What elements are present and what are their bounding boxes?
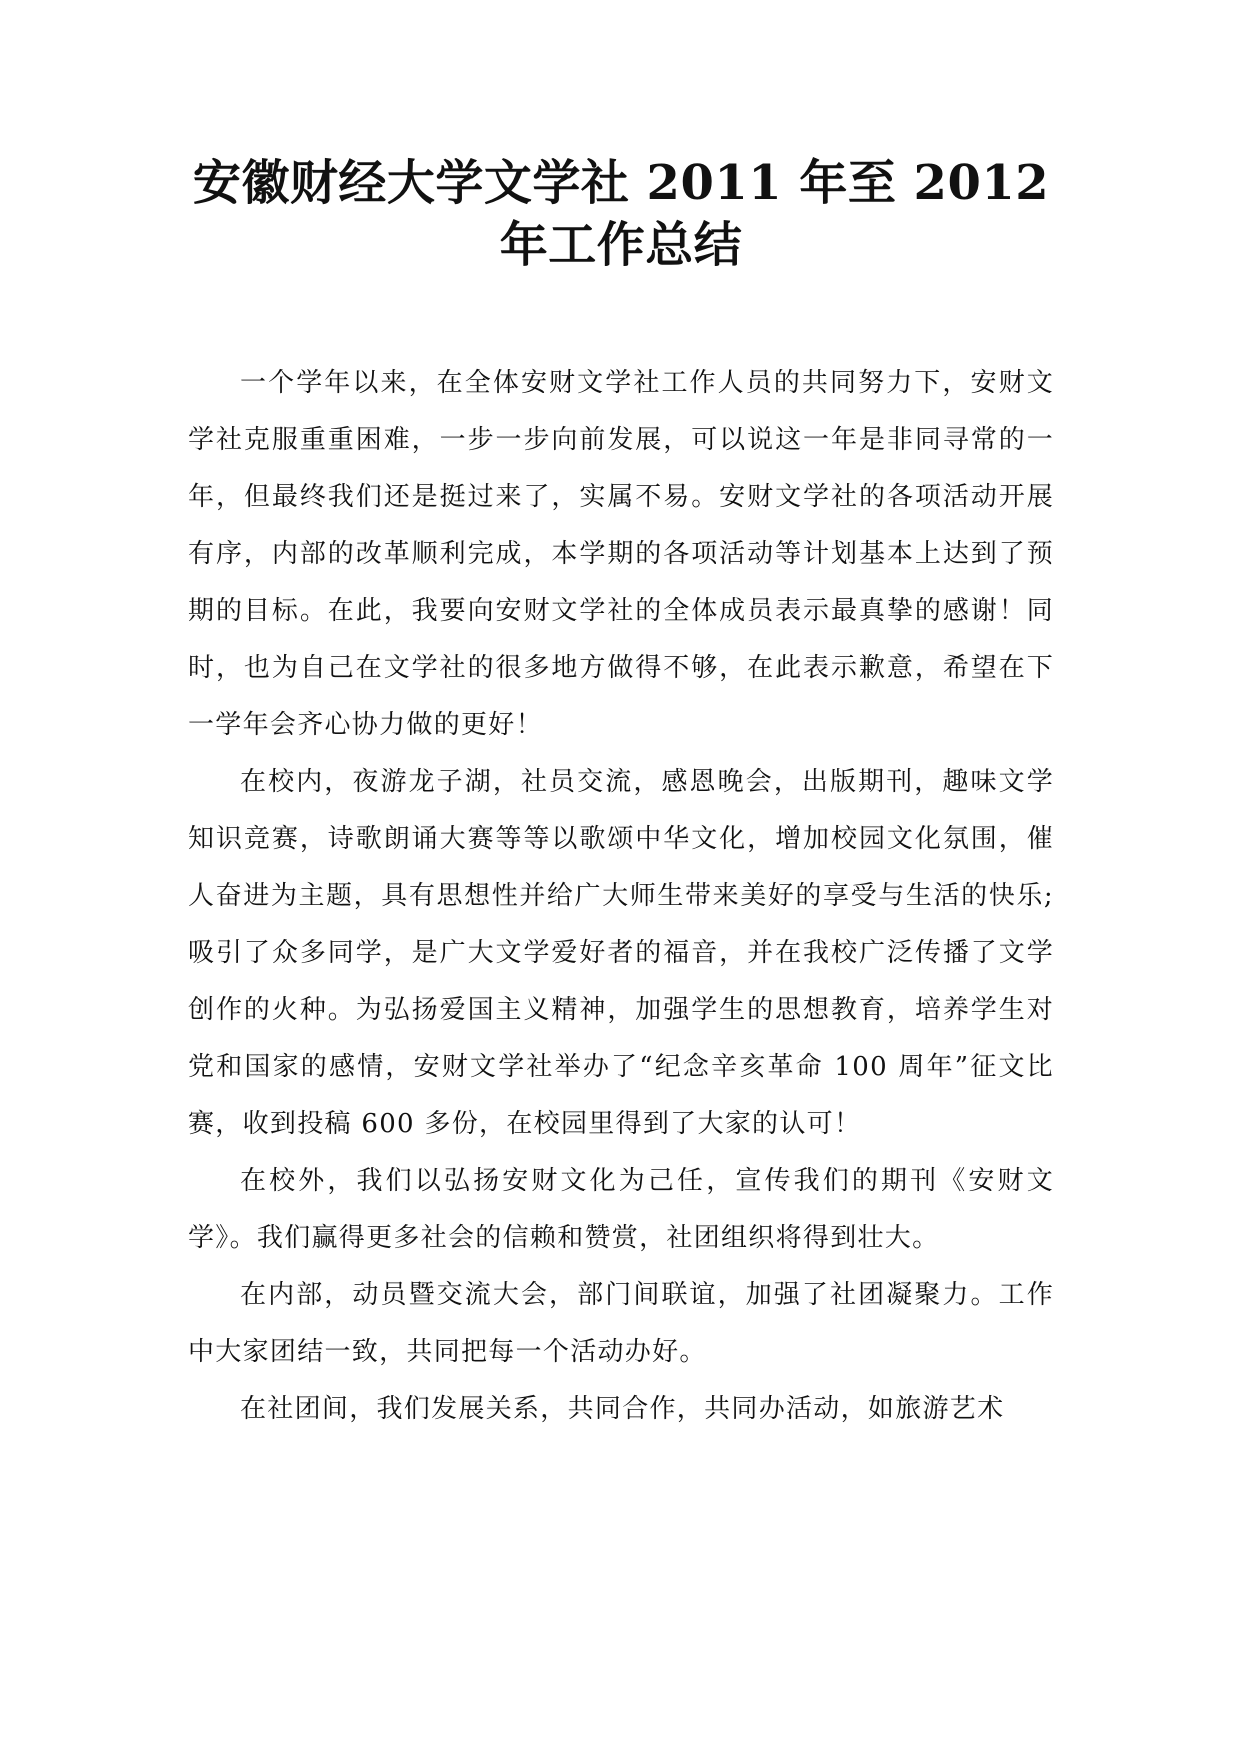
document-body — [188, 355, 1054, 1438]
paragraph-on-campus: 在校内，夜游龙子湖，社员交流，感恩晚会，出版期刊，趣味文学知识竞赛，诗歌朗诵大赛等等以歌颂中华文化，增加校园文化氛围，催人奋进为主题，具有思想性并给广大师生带来美好的享受与生活的快乐; 吸引了众多同学，是广大文学爱好者的福音，并在我校广泛传播了文学创作的火种。为弘扬爱国主义精神，加强学生的思想教育，培养学生对党和国家的感情，安财文学社举办了“纪念辛亥革命 100 周年”征文比赛，收到投稿 600 多份，在校园里得到了大家的认可！ — [188, 767, 1054, 1139]
document-title: 安徽财经大学文学社 2011 年至 2012 年工作总结 — [192, 155, 1050, 273]
paragraph-inter-club: 在社团间，我们发展关系，共同合作，共同办活动，如旅游艺术 — [240, 1394, 1005, 1424]
paragraph-off-campus: 在校外，我们以弘扬安财文化为己任，宣传我们的期刊《安财文学》。我们赢得更多社会的信赖和赞赏，社团组织将得到壮大。 — [188, 1166, 1054, 1253]
paragraph-intro: 一个学年以来，在全体安财文学社工作人员的共同努力下，安财文学社克服重重困难，一步一步向前发展，可以说这一年是非同寻常的一年，但最终我们还是挺过来了，实属不易。安财文学社的各项活动开展有序，内部的改革顺利完成，本学期的各项活动等计划基本上达到了预期的目标。在此，我要向安财文学社的全体成员表示最真挚的感谢！同时，也为自己在文学社的很多地方做得不够，在此表示歉意，希望在下一学年会齐心协力做的更好！ — [188, 368, 1054, 740]
paragraph-internal: 在内部，动员暨交流大会，部门间联谊，加强了社团凝聚力。工作中大家团结一致，共同把每一个活动办好。 — [188, 1280, 1054, 1367]
